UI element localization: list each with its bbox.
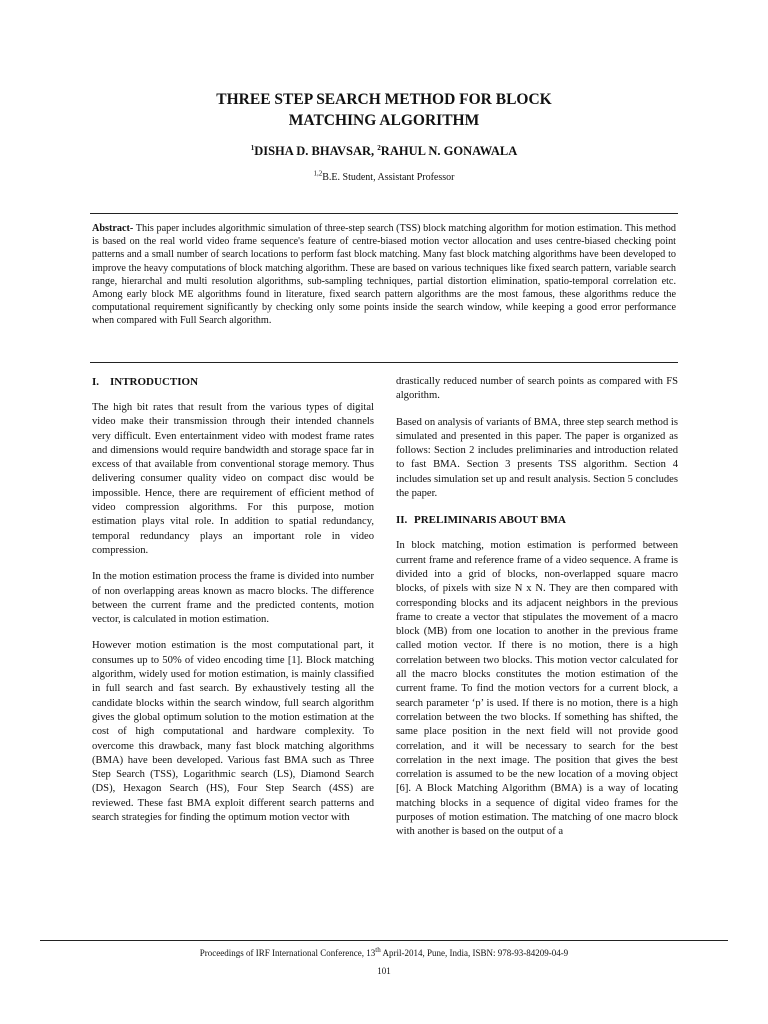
paragraph: The high bit rates that result from the various types of digital video make their transmission through their intended channels very difficult. Even entertainment video with modest frame rates and dimensions would require bandwidth and storage space far in excess of that available from conventional storage memory. Thus delivering consumer quality video on compact disc would be impossible. Hence, there are requirement of efficient method of video compression algorithms. For this purpose, motion estimation plays vital role. In addition to spatial redundancy, temporal redundancy plays an important role in video compression. bbox=[92, 402, 374, 556]
author1-superscript: 1 bbox=[250, 143, 255, 152]
footer-rule bbox=[40, 940, 728, 941]
left-column bbox=[92, 375, 374, 837]
section-heading-preliminaries bbox=[396, 513, 678, 527]
section-title: INTRODUCTION bbox=[110, 376, 199, 388]
abstract-label: Abstract- bbox=[92, 223, 134, 234]
paragraph: In the motion estimation process the frame is divided into number of non overlapping areas known as macro blocks. The difference between the current frame and the predicted contents, motion vector, is calculated in motion estimation. bbox=[92, 571, 374, 626]
paragraph: Based on analysis of variants of BMA, three step search method is simulated and presented in this paper. The paper is organized as follows: Section 2 includes preliminaries and introduction related to fast BMA. Section 3 presents TSS algorithm. Section 4 includes simulation set up and result analysis. Section 5 concludes the paper. bbox=[396, 416, 678, 500]
footer-text-after: April-2014, Pune, India, ISBN: 978-93-84209-04-9 bbox=[380, 948, 569, 958]
paragraph: drastically reduced number of search points as compared with FS algorithm. bbox=[396, 376, 678, 402]
paragraph: However motion estimation is the most computational part, it consumes up to 50% of video encoding time [1]. Block matching algorithm, widely used for motion estimation, is mainly classified in full search and fast search. By exhaustively testing all the candidate blocks within the search window, full search algorithm gives the global optimum solution to the motion estimation at the cost of high computational and hardware complexity. To overcome this drawback, many fast block matching algorithms (BMA) have been developed. Various fast BMA such as Three Step Search (TSS), Logarithmic search (LS), Diamond Search (DS), Hexagon Search (HS), Four Step Search (4SS) are reviewed. These fast BMA exploit different search patterns and search strategies for finding the optimum motion vector with bbox=[92, 640, 374, 824]
footer-citation bbox=[0, 947, 768, 959]
author-list bbox=[0, 143, 768, 159]
section-heading-introduction bbox=[92, 375, 374, 389]
page-number: 101 bbox=[377, 966, 391, 976]
abstract-text: This paper includes algorithmic simulation of three-step search (TSS) block matching algorithm for motion estimation. This method is based on the real world video frame sequence's feature of centre-biased motion vector allocation and uses centre-biased checking point patterns and a small number of search locations to perform fast block matching. Many fast block matching algorithms have been developed to improve the heavy computations of block matching algorithm. These are based on various techniques like fixed search pattern, variable search range, hierarchal and multi resolution algorithms, sub-sampling techniques, partial distortion elimination, spatio-temporal correlation etc. Among early block ME algorithms found in literature, fixed search pattern algorithms are the most famous, these algorithms reduce the computational requirement significantly by checking only some points inside the search window, while keeping a good error performance when compared with Full Search algorithm. bbox=[92, 223, 676, 327]
title-line-2: MATCHING ALGORITHM bbox=[288, 112, 480, 129]
paper-title bbox=[0, 89, 768, 131]
affiliation bbox=[0, 171, 768, 185]
title-line-1: THREE STEP SEARCH METHOD FOR BLOCK bbox=[216, 91, 552, 108]
author-2: RAHUL N. GONAWALA bbox=[380, 144, 518, 158]
affiliation-text: B.E. Student, Assistant Professor bbox=[322, 172, 455, 183]
affiliation-superscript: 1,2 bbox=[313, 169, 323, 178]
abstract-top-rule bbox=[90, 213, 678, 214]
author-1: DISHA D. BHAVSAR, bbox=[254, 144, 378, 158]
section-number: I. bbox=[92, 376, 100, 388]
abstract-bottom-rule bbox=[90, 362, 678, 363]
paragraph: In block matching, motion estimation is performed between current frame and reference frame of a video sequence. A frame is divided into a grid of blocks, non-overlapped square macro blocks, of pixels with size N x N. They are then compared with corresponding blocks and its adjacent neighbors in the previous frame to create a vector that stipulates the movement of a macro block (MB) from one location to another in the previous frame called motion vector. If there is no motion, there is a high correlation between two blocks. This motion vector calculated for all the macro blocks constitutes the motion estimation of the current frame. To find the motion vectors for a current block, a search parameter ‘p’ is used. If there is no motion, there is a high correlation between the two blocks. If something has shifted, the same place position in the next field will not provide good correlation, and it will be necessary to search for the best correlation in the next image. The position that gives the best correlation is assumed to be the new location of a moving object [6]. A Block Matching Algorithm (BMA) is a way of locating matching blocks in a sequence of digital video frames for the purposes of motion estimation. The matching of one macro block with another is based on the output of a bbox=[396, 540, 678, 838]
section-title: PRELIMINARIS ABOUT BMA bbox=[414, 514, 566, 527]
footer-text-before: Proceedings of IRF International Conference, 13 bbox=[199, 948, 376, 958]
right-column bbox=[396, 375, 678, 852]
abstract bbox=[92, 222, 676, 328]
section-number: II. bbox=[396, 514, 408, 527]
author2-superscript: 2 bbox=[377, 143, 381, 152]
footer-superscript: th bbox=[375, 946, 381, 954]
